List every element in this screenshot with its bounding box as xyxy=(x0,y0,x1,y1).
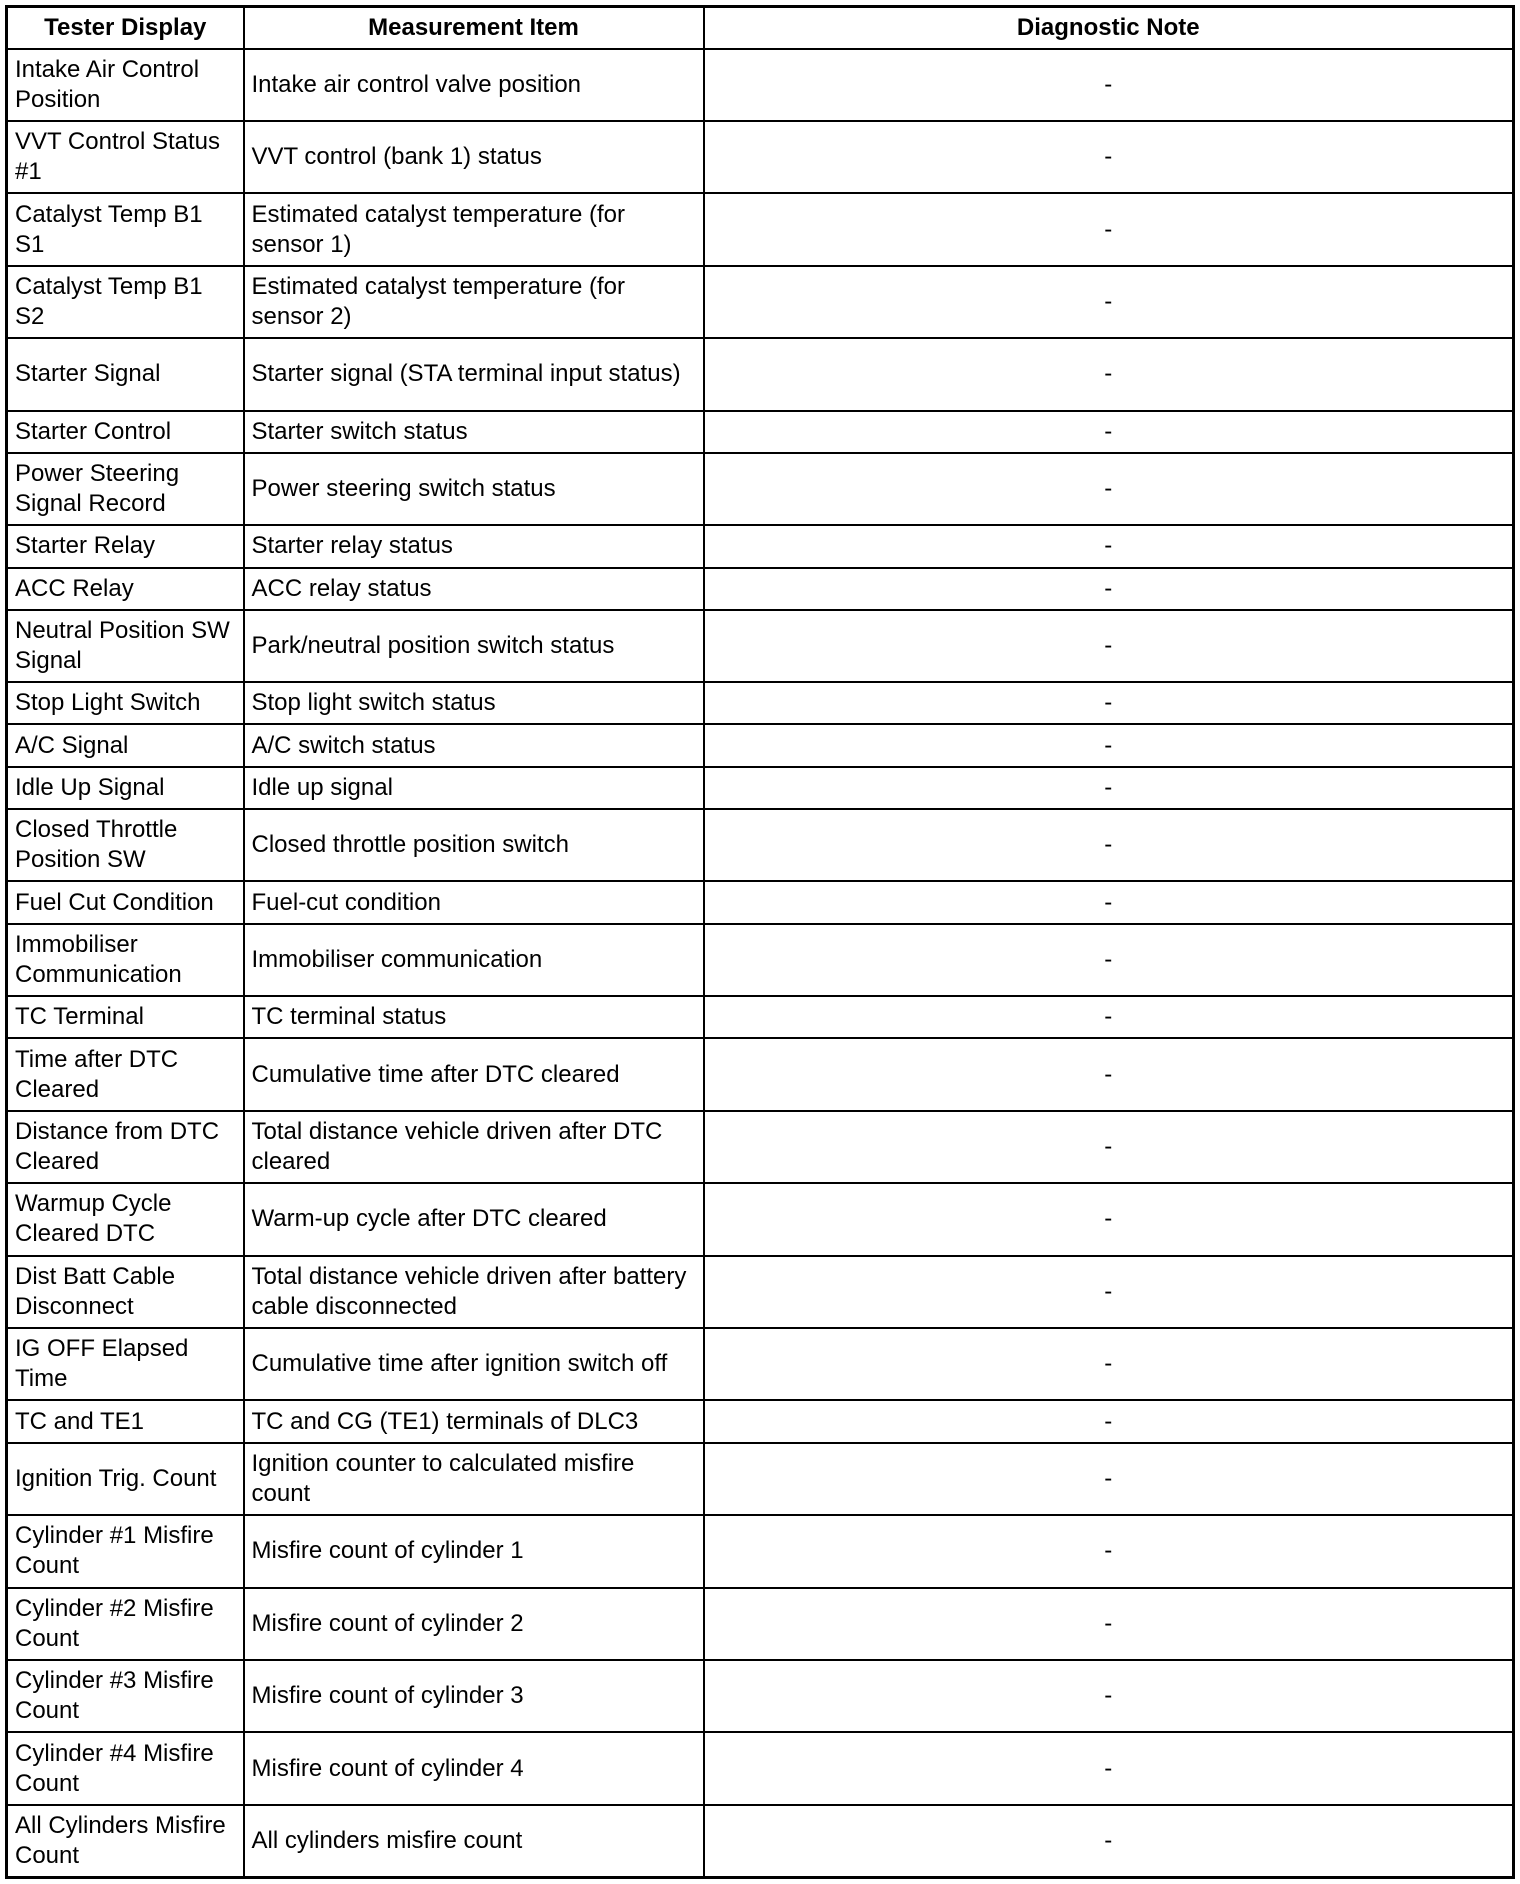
cell-tester-display: Ignition Trig. Count xyxy=(7,1443,244,1515)
cell-diagnostic-note: - xyxy=(704,881,1514,923)
cell-measurement-item: Starter signal (STA terminal input status) xyxy=(244,338,704,410)
header-tester-display: Tester Display xyxy=(7,7,244,49)
table-row xyxy=(7,682,1514,724)
cell-measurement-item: Starter switch status xyxy=(244,411,704,453)
table-row xyxy=(7,881,1514,923)
cell-measurement-item: Warm-up cycle after DTC cleared xyxy=(244,1183,704,1255)
header-diagnostic-note: Diagnostic Note xyxy=(704,7,1514,49)
cell-measurement-item: Immobiliser communication xyxy=(244,924,704,996)
cell-tester-display: VVT Control Status #1 xyxy=(7,121,244,193)
table-row xyxy=(7,1400,1514,1442)
cell-diagnostic-note: - xyxy=(704,1443,1514,1515)
cell-diagnostic-note: - xyxy=(704,996,1514,1038)
table-row xyxy=(7,767,1514,809)
table-row xyxy=(7,568,1514,610)
cell-measurement-item: Misfire count of cylinder 1 xyxy=(244,1515,704,1587)
cell-diagnostic-note: - xyxy=(704,1400,1514,1442)
cell-tester-display: TC Terminal xyxy=(7,996,244,1038)
cell-diagnostic-note: - xyxy=(704,809,1514,881)
cell-measurement-item: Power steering switch status xyxy=(244,453,704,525)
cell-measurement-item: Intake air control valve position xyxy=(244,49,704,121)
cell-measurement-item: Estimated catalyst temperature (for sensor 2) xyxy=(244,266,704,338)
table-row xyxy=(7,453,1514,525)
table-row xyxy=(7,49,1514,121)
cell-tester-display: Stop Light Switch xyxy=(7,682,244,724)
table-row xyxy=(7,121,1514,193)
cell-tester-display: Dist Batt Cable Disconnect xyxy=(7,1256,244,1328)
table-row xyxy=(7,1111,1514,1183)
table-row xyxy=(7,1805,1514,1878)
cell-measurement-item: Ignition counter to calculated misfire count xyxy=(244,1443,704,1515)
cell-diagnostic-note: - xyxy=(704,568,1514,610)
cell-measurement-item: Cumulative time after ignition switch off xyxy=(244,1328,704,1400)
cell-tester-display: Idle Up Signal xyxy=(7,767,244,809)
cell-tester-display: Cylinder #3 Misfire Count xyxy=(7,1660,244,1732)
cell-tester-display: Closed Throttle Position SW xyxy=(7,809,244,881)
cell-diagnostic-note: - xyxy=(704,525,1514,567)
header-row xyxy=(7,7,1514,49)
cell-measurement-item: Starter relay status xyxy=(244,525,704,567)
header-measurement-item: Measurement Item xyxy=(244,7,704,49)
cell-measurement-item: TC and CG (TE1) terminals of DLC3 xyxy=(244,1400,704,1442)
cell-tester-display: Starter Relay xyxy=(7,525,244,567)
cell-diagnostic-note: - xyxy=(704,610,1514,682)
table-row xyxy=(7,1443,1514,1515)
cell-diagnostic-note: - xyxy=(704,682,1514,724)
table-row xyxy=(7,266,1514,338)
cell-tester-display: Cylinder #2 Misfire Count xyxy=(7,1588,244,1660)
cell-diagnostic-note: - xyxy=(704,453,1514,525)
cell-diagnostic-note: - xyxy=(704,266,1514,338)
cell-diagnostic-note: - xyxy=(704,1111,1514,1183)
table-row xyxy=(7,525,1514,567)
cell-diagnostic-note: - xyxy=(704,1588,1514,1660)
cell-tester-display: Fuel Cut Condition xyxy=(7,881,244,923)
table-row xyxy=(7,1328,1514,1400)
table-row xyxy=(7,411,1514,453)
table-row xyxy=(7,724,1514,766)
cell-measurement-item: Misfire count of cylinder 2 xyxy=(244,1588,704,1660)
cell-tester-display: Catalyst Temp B1 S2 xyxy=(7,266,244,338)
cell-diagnostic-note: - xyxy=(704,1328,1514,1400)
cell-measurement-item: Fuel-cut condition xyxy=(244,881,704,923)
table-row xyxy=(7,1660,1514,1732)
cell-diagnostic-note: - xyxy=(704,1183,1514,1255)
cell-diagnostic-note: - xyxy=(704,724,1514,766)
table-row xyxy=(7,1183,1514,1255)
cell-tester-display: All Cylinders Misfire Count xyxy=(7,1805,244,1878)
cell-measurement-item: Closed throttle position switch xyxy=(244,809,704,881)
table-row xyxy=(7,1588,1514,1660)
cell-diagnostic-note: - xyxy=(704,49,1514,121)
cell-diagnostic-note: - xyxy=(704,121,1514,193)
table-row xyxy=(7,1038,1514,1110)
cell-measurement-item: Misfire count of cylinder 4 xyxy=(244,1732,704,1804)
cell-tester-display: Warmup Cycle Cleared DTC xyxy=(7,1183,244,1255)
table-body xyxy=(7,49,1514,1878)
cell-measurement-item: Park/neutral position switch status xyxy=(244,610,704,682)
cell-measurement-item: TC terminal status xyxy=(244,996,704,1038)
cell-tester-display: ACC Relay xyxy=(7,568,244,610)
cell-diagnostic-note: - xyxy=(704,193,1514,265)
cell-tester-display: Intake Air Control Position xyxy=(7,49,244,121)
cell-measurement-item: ACC relay status xyxy=(244,568,704,610)
table-row xyxy=(7,610,1514,682)
cell-diagnostic-note: - xyxy=(704,1038,1514,1110)
cell-tester-display: IG OFF Elapsed Time xyxy=(7,1328,244,1400)
cell-tester-display: Neutral Position SW Signal xyxy=(7,610,244,682)
cell-tester-display: Immobiliser Communication xyxy=(7,924,244,996)
cell-tester-display: Starter Control xyxy=(7,411,244,453)
cell-diagnostic-note: - xyxy=(704,767,1514,809)
table-row xyxy=(7,338,1514,410)
cell-tester-display: Cylinder #4 Misfire Count xyxy=(7,1732,244,1804)
cell-tester-display: Catalyst Temp B1 S1 xyxy=(7,193,244,265)
cell-measurement-item: Stop light switch status xyxy=(244,682,704,724)
cell-measurement-item: All cylinders misfire count xyxy=(244,1805,704,1878)
cell-tester-display: Distance from DTC Cleared xyxy=(7,1111,244,1183)
table-row xyxy=(7,1256,1514,1328)
table-row xyxy=(7,924,1514,996)
cell-diagnostic-note: - xyxy=(704,924,1514,996)
cell-diagnostic-note: - xyxy=(704,1256,1514,1328)
diagnostic-table xyxy=(5,5,1515,1879)
cell-diagnostic-note: - xyxy=(704,1660,1514,1732)
table-row xyxy=(7,193,1514,265)
table-row xyxy=(7,996,1514,1038)
cell-diagnostic-note: - xyxy=(704,411,1514,453)
cell-tester-display: TC and TE1 xyxy=(7,1400,244,1442)
cell-tester-display: Time after DTC Cleared xyxy=(7,1038,244,1110)
cell-diagnostic-note: - xyxy=(704,1515,1514,1587)
cell-tester-display: Starter Signal xyxy=(7,338,244,410)
cell-measurement-item: Estimated catalyst temperature (for sensor 1) xyxy=(244,193,704,265)
cell-tester-display: Cylinder #1 Misfire Count xyxy=(7,1515,244,1587)
cell-measurement-item: Total distance vehicle driven after battery cable disconnected xyxy=(244,1256,704,1328)
cell-tester-display: A/C Signal xyxy=(7,724,244,766)
cell-measurement-item: Total distance vehicle driven after DTC cleared xyxy=(244,1111,704,1183)
table-row xyxy=(7,1732,1514,1804)
cell-measurement-item: Cumulative time after DTC cleared xyxy=(244,1038,704,1110)
table-row xyxy=(7,1515,1514,1587)
cell-diagnostic-note: - xyxy=(704,338,1514,410)
table-row xyxy=(7,809,1514,881)
cell-measurement-item: Idle up signal xyxy=(244,767,704,809)
cell-diagnostic-note: - xyxy=(704,1805,1514,1878)
cell-diagnostic-note: - xyxy=(704,1732,1514,1804)
cell-measurement-item: Misfire count of cylinder 3 xyxy=(244,1660,704,1732)
cell-measurement-item: A/C switch status xyxy=(244,724,704,766)
cell-measurement-item: VVT control (bank 1) status xyxy=(244,121,704,193)
cell-tester-display: Power Steering Signal Record xyxy=(7,453,244,525)
